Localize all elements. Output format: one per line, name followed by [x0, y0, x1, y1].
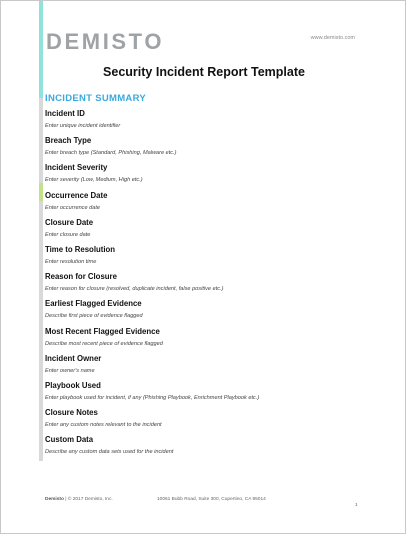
accent-bar-gray-lower — [39, 201, 43, 461]
field-hint: Describe any custom data sets used for the incident — [45, 449, 174, 456]
field-hint: Enter owner's name — [45, 367, 95, 374]
field-label: Custom Data — [45, 435, 94, 445]
field-label: Incident ID — [45, 109, 85, 118]
field-entry — [45, 327, 365, 354]
field-label: Closure Date — [45, 217, 94, 227]
section-heading: INCIDENT SUMMARY — [45, 93, 147, 104]
footer-address: 10061 Bubb Road, Suite 300, Cupertino, CA 95014 — [157, 497, 266, 502]
field-label: Reason for Closure — [45, 272, 117, 282]
field-hint: Enter playbook used for incident, if any (Phishing Playbook, Enrichment Playbook etc.) — [45, 394, 260, 401]
field-entry — [45, 245, 365, 272]
field-hint: Enter occurrence date — [45, 204, 101, 211]
field-hint: Enter resolution time — [45, 258, 97, 265]
accent-bar-teal — [39, 1, 43, 98]
demisto-logo: DEMISTO — [46, 29, 165, 54]
field-entry — [45, 408, 365, 435]
field-label: Closure Notes — [45, 408, 98, 418]
site-url: www.demisto.com — [310, 35, 355, 41]
field-label: Incident Severity — [45, 163, 108, 173]
field-label: Time to Resolution — [45, 244, 116, 254]
field-entry — [45, 272, 365, 299]
field-entry — [45, 218, 365, 245]
field-entry — [45, 163, 365, 190]
footer-brand: Demisto — [45, 497, 64, 502]
accent-bar-lime — [39, 183, 43, 201]
page-footer — [45, 497, 365, 508]
field-entry — [45, 299, 365, 326]
footer-copyright: | © 2017 Demisto, Inc. — [63, 497, 113, 502]
field-entry — [45, 191, 365, 218]
field-label: Earliest Flagged Evidence — [45, 299, 142, 309]
field-label: Playbook Used — [45, 380, 101, 390]
field-label: Occurrence Date — [45, 190, 108, 200]
field-hint: Enter reason for closure (resolved, duplicate incident, false positive etc.) — [45, 286, 224, 293]
field-list — [45, 109, 365, 462]
field-entry — [45, 136, 365, 163]
document-title: Security Incident Report Template — [103, 65, 305, 79]
field-hint: Enter any custom notes relevant to the incident — [45, 422, 162, 429]
field-label: Most Recent Flagged Evidence — [45, 326, 160, 336]
field-hint: Describe most recent piece of evidence flagged — [45, 340, 163, 347]
page-number: 1 — [355, 503, 358, 508]
field-entry — [45, 381, 365, 408]
field-hint: Enter closure date — [45, 231, 91, 238]
field-entry — [45, 435, 365, 462]
field-entry — [45, 354, 365, 381]
field-label: Breach Type — [45, 136, 92, 146]
field-hint: Enter unique incident identifier — [45, 123, 121, 129]
field-label: Incident Owner — [45, 353, 102, 363]
accent-bar-gray — [39, 98, 43, 183]
field-hint: Enter severity (Low, Medium, High etc.) — [45, 177, 143, 184]
field-entry — [45, 109, 365, 136]
field-hint: Describe first piece of evidence flagged — [45, 313, 143, 320]
field-hint: Enter breach type (Standard, Phishing, Malware etc.) — [45, 150, 177, 157]
